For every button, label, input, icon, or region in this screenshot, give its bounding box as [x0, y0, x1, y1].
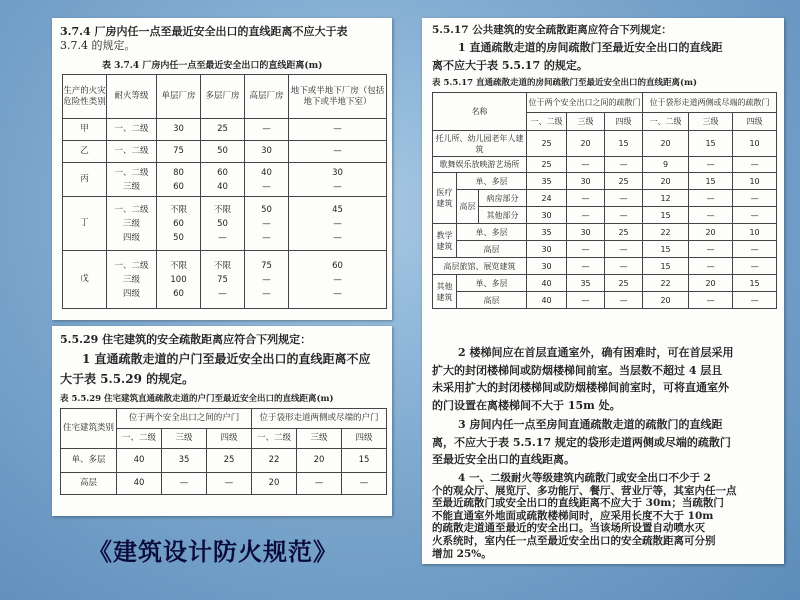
table-cell: 20 [689, 224, 733, 241]
text-line: 火系统时，室内任一点至最近安全出口的安全疏散距离可分别 [432, 534, 716, 547]
header-cell: 四级 [342, 429, 387, 449]
table-row [433, 157, 777, 173]
header-cell: 四级 [733, 113, 777, 131]
table-cell: 10 [733, 173, 777, 190]
header-cell: 住宅建筑类别 [61, 409, 117, 449]
table-cell: — [733, 258, 777, 275]
table-cell: — [289, 119, 387, 141]
table-cell: 24 [527, 190, 567, 207]
table-cell: 30 [567, 224, 605, 241]
table-cell: 35 [162, 449, 207, 473]
table-cell: 15 [733, 275, 777, 292]
table-row [63, 119, 387, 141]
table-cell: 高层 [457, 241, 527, 258]
table-cell: 22 [252, 449, 297, 473]
table-cell: 75 [157, 141, 201, 163]
table-cell: 9 [643, 157, 689, 173]
table-cell: — [689, 207, 733, 224]
table-5-5-17 [432, 92, 777, 309]
header-cell: 位于袋形走道两侧或尽端的疏散门 [643, 93, 777, 113]
table-cell: 单、多层 [457, 173, 527, 190]
header-cell: 一、二级 [643, 113, 689, 131]
table-cell: 30 [157, 119, 201, 141]
header-cell: 位于两个安全出口之间的户门 [117, 409, 252, 429]
table-cell: 35 [527, 224, 567, 241]
table-cell: 75 — — [245, 251, 289, 309]
table-row [61, 473, 387, 495]
table-cell: 20 [643, 292, 689, 309]
text-line: 3 房间内任一点至房间直通疏散走道的疏散门的直线距 [458, 418, 723, 431]
table-cell: 45 — — [289, 197, 387, 251]
table-cell: 10 [733, 131, 777, 157]
table-cell: — [567, 190, 605, 207]
table-5-5-29-caption: 表 5.5.29 住宅建筑直通疏散走道的户门至最近安全出口的直线距离(m) [60, 394, 334, 404]
table-cell: — [567, 157, 605, 173]
table-cell: 40 [527, 275, 567, 292]
table-cell: 15 [689, 131, 733, 157]
table-cell: 不限 50 — [201, 197, 245, 251]
table-cell: 不限 60 50 [157, 197, 201, 251]
header-cell: 耐火等级 [107, 75, 157, 119]
table-cell: — [289, 141, 387, 163]
table-cell: — [733, 241, 777, 258]
table-3-7-4-caption: 表 3.7.4 厂房内任一点至最近安全出口的直线距离(m) [102, 61, 323, 71]
section-5-5-17-item4 [432, 472, 737, 560]
text-line: 的疏散走道通至最近的安全出口。当该场所设置自动喷水灭 [432, 522, 705, 535]
table-cell: — [605, 190, 643, 207]
header-cell: 四级 [207, 429, 252, 449]
table-cell: 歌舞娱乐放映游艺场所 [433, 157, 527, 173]
table-cell: 30 [567, 173, 605, 190]
table-cell: 25 [527, 157, 567, 173]
text-line: 不能直通室外地面或疏散楼梯间时，应采用长度不大于 10m [432, 509, 714, 522]
table-cell: 一、二级 [107, 119, 157, 141]
text-line: 增加 25%。 [432, 547, 492, 560]
table-cell: 30 — [289, 163, 387, 197]
table-cell: 30 [245, 141, 289, 163]
table-cell: 60 40 [201, 163, 245, 197]
table-cell: 22 [643, 224, 689, 241]
section-5-5-17-item3 [432, 416, 731, 469]
text-line: 的门设置在离楼梯间不大于 15m 处。 [432, 398, 621, 412]
table-row [433, 207, 777, 224]
table-cell: 15 [342, 449, 387, 473]
section-5-5-17-heading: 5.5.17 公共建筑的安全疏散距离应符合下列规定： [432, 24, 672, 36]
header-cell: 三级 [162, 429, 207, 449]
table-cell: — [733, 190, 777, 207]
table-5-5-29 [60, 408, 387, 495]
table-cell: 10 [733, 224, 777, 241]
table-cell: 25 [605, 275, 643, 292]
table-cell: — [689, 157, 733, 173]
table-cell: — [605, 258, 643, 275]
table-row [433, 258, 777, 275]
table-cell: — [567, 207, 605, 224]
header-cell: 地下或半地下厂房（包括地下或半地下室） [289, 75, 387, 119]
text-line: 个的观众厅、展览厅、多功能厅、餐厅、营业厅等，其室内任一点 [432, 484, 737, 497]
table-cell: 高层 [457, 292, 527, 309]
header-cell: 位于两个安全出口之间的疏散门 [527, 93, 643, 113]
table-row [433, 292, 777, 309]
section-5-5-17-line1: 1 直通疏散走道的房间疏散门至最近安全出口的直线距 [458, 41, 723, 54]
table-cell: — [342, 473, 387, 495]
section-5-5-29-line1: 1 直通疏散走道的户门至最近安全出口的直线距离不应 [82, 352, 371, 366]
header-cell: 名称 [433, 93, 527, 131]
table-cell: 高层旅馆、展览建筑 [433, 258, 527, 275]
table-cell: — [733, 207, 777, 224]
table-cell: 高层 [61, 473, 117, 495]
header-cell: 三级 [689, 113, 733, 131]
text-line: 离，不应大于表 5.5.17 规定的袋形走道两侧或尽端的疏散门 [432, 435, 731, 449]
table-row [63, 197, 387, 251]
table-cell: 35 [567, 275, 605, 292]
table-cell: 20 [252, 473, 297, 495]
table-cell: 50 — — [245, 197, 289, 251]
text-line: 4 一、二级耐火等级建筑内疏散门或安全出口不少于 2 [458, 472, 711, 484]
table-cell: 12 [643, 190, 689, 207]
table-cell: 40 [117, 473, 162, 495]
header-cell: 多层厂房 [201, 75, 245, 119]
section-5-5-17-item2 [432, 344, 733, 414]
table-cell: 甲 [63, 119, 107, 141]
header-cell: 四级 [605, 113, 643, 131]
section-5-5-29-card [52, 326, 392, 516]
table-5-5-17-caption: 表 5.5.17 直通疏散走道的房间疏散门至最近安全出口的直线距离(m) [432, 78, 698, 88]
table-cell: 25 [527, 131, 567, 157]
table-cell: 15 [643, 241, 689, 258]
table-row [433, 131, 777, 157]
table-cell: 15 [689, 173, 733, 190]
table-cell: 25 [605, 173, 643, 190]
table-cell: — [689, 241, 733, 258]
table-cell: 35 [527, 173, 567, 190]
header-cell: 位于袋形走道两侧或尽端的户门 [252, 409, 387, 429]
header-cell: 三级 [567, 113, 605, 131]
table-cell: — [605, 207, 643, 224]
table-cell: 20 [689, 275, 733, 292]
table-cell: 一、二级 三级 四级 [107, 197, 157, 251]
header-cell: 一、二级 [117, 429, 162, 449]
table-cell: 25 [605, 224, 643, 241]
table-cell: 20 [567, 131, 605, 157]
table-cell: 30 [527, 241, 567, 258]
table-cell: 40 [527, 292, 567, 309]
text-line: 至最近安全出口的直线距离。 [432, 453, 575, 466]
table-cell: — [567, 292, 605, 309]
table-row [61, 449, 387, 473]
table-cell: 22 [643, 275, 689, 292]
text-line: 至最近疏散门或安全出口的直线距离不应大于 30m；当疏散门 [432, 497, 724, 510]
table-cell: — [567, 241, 605, 258]
table-row [433, 173, 777, 190]
table-cell: — [733, 157, 777, 173]
table-row [433, 241, 777, 258]
table-cell: 20 [643, 173, 689, 190]
table-cell: — [733, 292, 777, 309]
table-row [63, 251, 387, 309]
table-cell: — [207, 473, 252, 495]
table-cell: 托儿所、幼儿园老年人建筑 [433, 131, 527, 157]
table-cell: 高层 [457, 190, 479, 224]
table-cell: 15 [643, 207, 689, 224]
table-cell: 单、多层 [457, 224, 527, 241]
table-cell: 40 [117, 449, 162, 473]
section-3-7-4-heading: 3.7.4 厂房内任一点至最近安全出口的直线距离不应大于表 [60, 25, 348, 38]
table-cell: 15 [643, 258, 689, 275]
table-cell: — [689, 258, 733, 275]
table-cell: — [245, 119, 289, 141]
section-3-7-4-card [52, 18, 392, 320]
table-cell: 25 [201, 119, 245, 141]
table-cell: 20 [643, 131, 689, 157]
table-cell: 一、二级 三级 [107, 163, 157, 197]
table-row [433, 190, 777, 207]
text-line: 2 楼梯间应在首层直通室外，确有困难时，可在首层采用 [458, 346, 734, 359]
section-5-5-17-line2: 离不应大于表 5.5.17 的规定。 [432, 59, 588, 72]
table-3-7-4 [62, 74, 387, 309]
table-row [433, 224, 777, 241]
table-row [433, 275, 777, 292]
table-cell: 病房部分 [479, 190, 527, 207]
table-cell: — [605, 292, 643, 309]
text-line: 扩大的封闭楼梯间或防烟楼梯间前室。当层数不超过 4 层且 [432, 363, 723, 377]
table-cell: 丁 [63, 197, 107, 251]
table-cell: 教学建筑 [433, 224, 457, 258]
table-cell: 40 — [245, 163, 289, 197]
table-cell: 单、多层 [457, 275, 527, 292]
table-cell: 30 [527, 207, 567, 224]
header-cell: 三级 [297, 429, 342, 449]
table-cell: 不限 100 60 [157, 251, 201, 309]
table-cell: 丙 [63, 163, 107, 197]
table-cell: — [689, 190, 733, 207]
table-cell: 戊 [63, 251, 107, 309]
table-cell: 15 [605, 131, 643, 157]
table-cell: — [162, 473, 207, 495]
table-cell: 其他建筑 [433, 275, 457, 309]
table-cell: — [567, 258, 605, 275]
table-cell: 一、二级 [107, 141, 157, 163]
table-cell: 20 [297, 449, 342, 473]
table-cell: — [605, 157, 643, 173]
table-cell: 30 [527, 258, 567, 275]
table-cell: — [605, 241, 643, 258]
header-cell: 单层厂房 [157, 75, 201, 119]
table-cell: — [297, 473, 342, 495]
table-cell: 单、多层 [61, 449, 117, 473]
table-cell: 乙 [63, 141, 107, 163]
section-3-7-4-heading-cont: 3.7.4 的规定。 [60, 39, 136, 52]
text-line: 未采用扩大的封闭楼梯间或防烟楼梯间前室时，可将直通室外 [432, 381, 729, 394]
section-5-5-17-card [422, 18, 784, 564]
header-cell: 一、二级 [527, 113, 567, 131]
table-cell: 25 [207, 449, 252, 473]
table-cell: 不限 75 — [201, 251, 245, 309]
table-cell: 80 60 [157, 163, 201, 197]
table-cell: 其他部分 [479, 207, 527, 224]
slide-title: 《建筑设计防火规范》 [88, 538, 338, 566]
header-cell: 一、二级 [252, 429, 297, 449]
table-cell: 一、二级 三级 四级 [107, 251, 157, 309]
header-cell: 生产的火灾危险性类别 [63, 75, 107, 119]
section-5-5-29-line2: 大于表 5.5.29 的规定。 [60, 372, 195, 386]
section-5-5-29-heading: 5.5.29 住宅建筑的安全疏散距离应符合下列规定： [60, 333, 312, 346]
table-cell: 医疗建筑 [433, 173, 457, 224]
table-cell: 50 [201, 141, 245, 163]
header-cell: 高层厂房 [245, 75, 289, 119]
table-row [63, 141, 387, 163]
table-cell: — [689, 292, 733, 309]
table-cell: 60 — — [289, 251, 387, 309]
table-row [63, 163, 387, 197]
